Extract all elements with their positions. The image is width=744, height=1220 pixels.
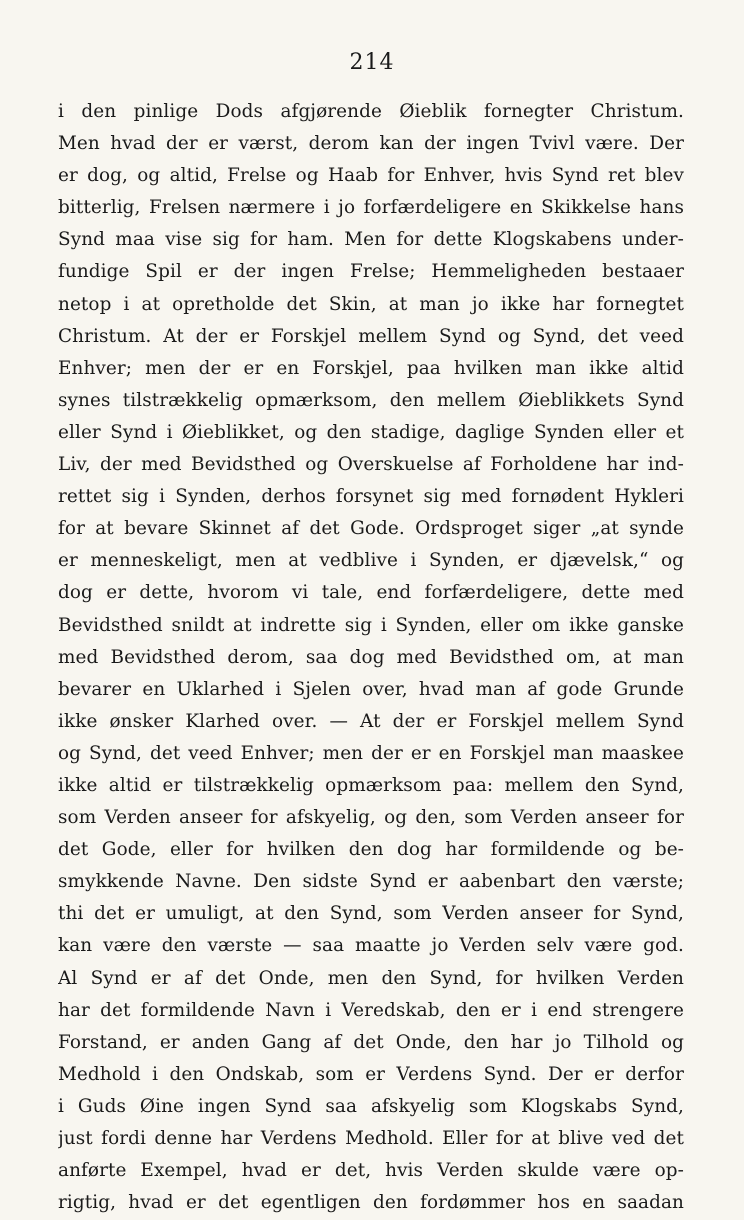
page-number: 214 xyxy=(349,50,395,75)
text-line: netop i at opretholde det Skin, at man jo ikke har fornegtet xyxy=(58,293,684,315)
text-line: Liv, der med Bevidsthed og Overskuelse af Forholdene har ind- xyxy=(58,454,684,476)
text-line: er dog, og altid, Frelse og Haab for Enhver, hvis Synd ret blev xyxy=(58,165,684,187)
text-line: Al Synd er af det Onde, men den Synd, for hvilken Verden xyxy=(58,967,684,989)
text-line: Medhold i den Ondskab, som er Verdens Synd. Der er derfor xyxy=(58,1063,684,1085)
text-line: rettet sig i Synden, derhos forsynet sig med fornødent Hykleri xyxy=(58,486,684,508)
text-line: anførte Exempel, hvad er det, hvis Verden skulde være op- xyxy=(58,1160,684,1182)
text-line: har det formildende Navn i Veredskab, den er i end strengere xyxy=(58,999,684,1021)
text-line: for at bevare Skinnet af det Gode. Ordsproget siger „at synde xyxy=(58,518,684,540)
text-line: som Verden anseer for afskyelig, og den, som Verden anseer for xyxy=(58,807,684,829)
text-line: i den pinlige Dods afgjørende Øieblik fornegter Christum. xyxy=(58,101,684,122)
text-line: dog er dette, hvorom vi tale, end forfærdeligere, dette med xyxy=(58,582,684,604)
text-line: fundige Spil er der ingen Frelse; Hemmeligheden bestaaer xyxy=(58,261,684,283)
text-line: det Gode, eller for hvilken den dog har formildende og be- xyxy=(58,839,684,861)
text-line: smykkende Navne. Den sidste Synd er aabenbart den værste; xyxy=(58,871,684,893)
text-line: rigtig, hvad er det egentligen den fordømmer hos en saadan xyxy=(58,1192,684,1214)
text-line: eller Synd i Øieblikket, og den stadige, daglige Synden eller et xyxy=(58,421,684,443)
text-line: thi det er umuligt, at den Synd, som Verden anseer for Synd, xyxy=(58,903,684,925)
text-line: Men hvad der er værst, derom kan der ingen Tvivl være. Der xyxy=(58,133,684,155)
text-line: med Bevidsthed derom, saa dog med Bevidsthed om, at man xyxy=(58,646,684,668)
text-line: Forstand, er anden Gang af det Onde, den har jo Tilhold og xyxy=(58,1031,684,1053)
text-line: i Guds Øine ingen Synd saa afskyelig som Klogskabs Synd, xyxy=(58,1095,684,1117)
text-line: Christum. At der er Forskjel mellem Synd og Synd, det veed xyxy=(58,325,684,347)
text-line: kan være den værste — saa maatte jo Verden selv være god. xyxy=(58,935,684,957)
text-line: just fordi denne har Verdens Medhold. Eller for at blive ved det xyxy=(58,1128,684,1149)
text-line: Bevidsthed snildt at indrette sig i Synden, eller om ikke ganske xyxy=(58,614,684,636)
text-line: bitterlig, Frelsen nærmere i jo forfærdeligere en Skikkelse hans xyxy=(58,197,684,219)
text-line: Synd maa vise sig for ham. Men for dette Klogskabens under- xyxy=(58,229,684,251)
text-line: er menneskeligt, men at vedblive i Synden, er djævelsk,“ og xyxy=(58,550,684,572)
text-line: bevarer en Uklarhed i Sjelen over, hvad man af gode Grunde xyxy=(58,678,684,700)
text-line: synes tilstrækkelig opmærksom, den mellem Øieblikkets Synd xyxy=(58,389,684,411)
text-line: og Synd, det veed Enhver; men der er en Forskjel man maaskee xyxy=(58,742,684,764)
text-line: ikke ønsker Klarhed over. — At der er Forskjel mellem Synd xyxy=(58,710,684,732)
text-line: ikke altid er tilstrækkelig opmærksom paa: mellem den Synd, xyxy=(58,774,684,796)
text-line: Enhver; men der er en Forskjel, paa hvilken man ikke altid xyxy=(58,357,684,379)
body-text xyxy=(58,96,684,1219)
